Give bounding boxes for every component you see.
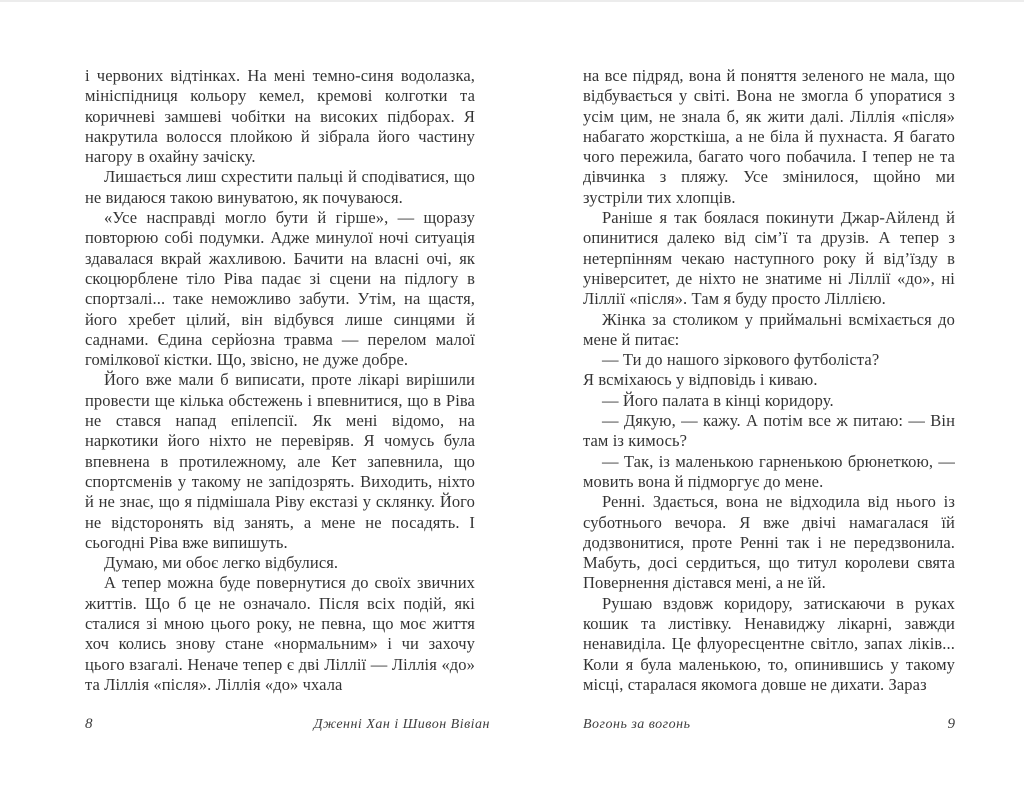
running-title-book: Вогонь за вогонь <box>583 717 691 732</box>
running-title-authors: Дженні Хан і Шивон Вівіан <box>313 717 490 732</box>
paragraph: — Так, із маленькою гарненькою брюнеткою, — мовить вона й підморгує до мене. <box>583 451 955 491</box>
page-number-right: 9 <box>947 716 955 732</box>
paragraph: Я всміхаюсь у відповідь і киваю. <box>583 370 818 390</box>
page-left-footer <box>85 716 490 733</box>
paragraph: А тепер можна буде повернутися до своїх звичних життів. Що б це не означало. Після всіх подій, які сталися зі мною цього року, не певна, що моє життя хоч колись знову стане «нормальним» і чи захочу цього взагалі. Неначе тепер є дві Ліллії — Ліллія «до» та Ліллія «після». Ліллія «до» чхала <box>85 573 475 694</box>
paragraph: на все підряд, вона й поняття зеленого не мала, що відбувається у світі. Вона не змогла б упоратися з усім цим, не знала б, як жити далі. Ліллія «після» набагато жорсткіша, а не біла й пухнаста. Я багато чого пережила, багато чого побачила. І тепер не та дівчинка з пляжу. Усе змінилося, щойно ми зустріли тих хлопців. <box>583 66 955 207</box>
paragraph: Рушаю вздовж коридору, затискаючи в руках кошик та листівку. Ненавиджу лікарні, завжди ненавиділа. Це флуоресцентне світло, запах ліків... Коли я була маленькою, то, опинившись у такому місці, старалася якомога довше не дихати. Зараз <box>583 593 955 694</box>
paragraph: Раніше я так боялася покинути Джар-Айленд й опинитися далеко від сім’ї та друзів. А тепер з нетерпінням чекаю наступного року й від’їзду в університет, де ніхто не знатиме ні Ліллії «до», ні Ліллії «після». Там я буду просто Ліллією. <box>583 208 955 309</box>
page-number-left: 8 <box>85 716 93 732</box>
paragraph: і червоних відтінках. На мені темно-синя водолазка, мініспідниця кольору кемел, кремові колготки та коричневі замшеві чобітки на високих підборах. Я накрутила волосся плойкою й зібрала його частину нагору в охайну зачіску. <box>85 66 475 167</box>
paragraph: — Його палата в кінці коридору. <box>602 390 834 410</box>
paragraph: Жінка за столиком у приймальні всміхається до мене й питає: <box>583 309 955 349</box>
paragraph: Думаю, ми обоє легко відбулися. <box>104 553 339 573</box>
page-right <box>512 2 1024 790</box>
paragraph: Його вже мали б виписати, проте лікарі вирішили провести ще кілька обстежень і впевнитися, що в Ріва не стався напад епілепсії. Як мені відомо, на наркотики його ніхто не перевіряв. Я чомусь була впевнена в протилежному, але Кет запевнила, що спортсменів у такому не запідозрять. Виходить, ніхто й не знає, що я підмішала Ріву екстазі у склянку. Його не відсторонять від занять, а мене не посадять. І сьогодні Ріва вже випишуть. <box>85 370 475 552</box>
paragraph: — Ти до нашого зіркового футболіста? <box>602 350 880 370</box>
page-right-footer <box>583 716 955 733</box>
paragraph: Лишається лиш схрестити пальці й сподіватися, що не видаюся такою винуватою, як почуваюся. <box>85 167 475 207</box>
paragraph: — Дякую, — кажу. А потім все ж питаю: — Він там із кимось? <box>583 411 955 451</box>
paragraph: Ренні. Здається, вона не відходила від нього із суботнього вечора. Я вже двічі намагалася їй додзвонитися, проте Ренні так і не передзвонила. Мабуть, досі сердиться, що титул королеви свята Повернення дістався мені, а не їй. <box>583 492 955 593</box>
page-left-text-block <box>85 66 475 695</box>
page-left <box>0 2 512 790</box>
page-right-text-block <box>583 66 955 695</box>
paragraph: «Усе насправді могло бути й гірше», — щоразу повторюю собі подумки. Адже минулої ночі ситуація здавалася вкрай жахливою. Бачити на власні очі, як скоцюрблене тіло Ріва падає зі сцени на підлогу в спортзалі... таке неможливо забути. Утім, на щастя, його хребет цілий, він відбувся лише синцями й саднами. Єдина серйозна травма — перелом малої гомілкової кістки. Що, звісно, не дуже добре. <box>85 208 475 370</box>
